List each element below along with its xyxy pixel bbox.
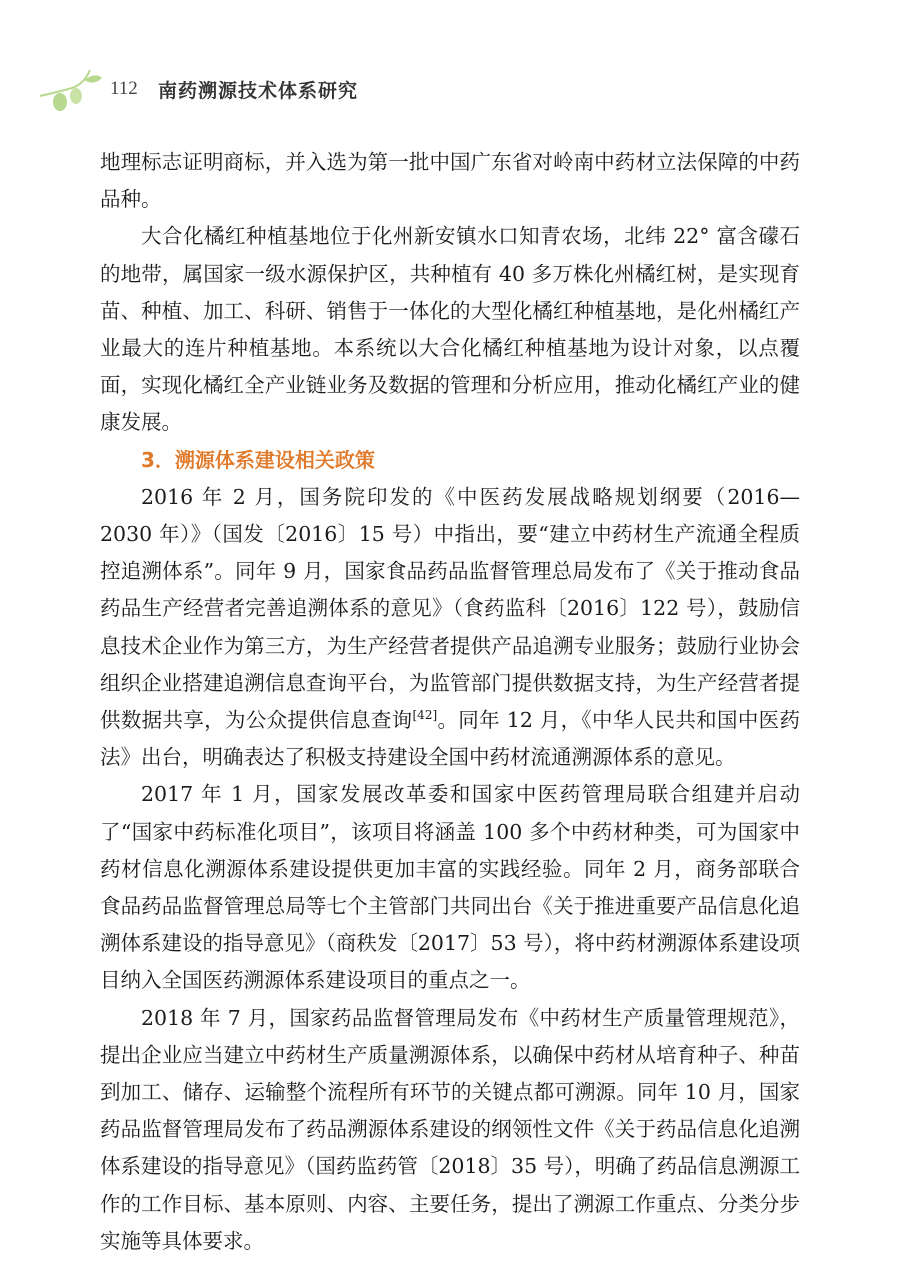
paragraph-policy-2018: 2018 年 7 月，国家药品监督管理局发布《中药材生产质量管理规范》，提出企业应当建立中药材生产质量溯源体系，以确保中药材从培育种子、种苗到加工、储存、运输整个流程所有环节的关键点都可溯源。同年 10 月，国家药品监督管理局发布了药品溯源体系建设的纲领性文件《关于药品信息化追溯体系建设的指导意见》（国药监药管〔2018〕35 号），明确了药品信息溯源工作的工作目标、基本原则、内容、主要任务，提出了溯源工作重点、分类分步实施等具体要求。 bbox=[100, 1005, 800, 1253]
paragraph-base-description: 大合化橘红种植基地位于化州新安镇水口知青农场，北纬 22° 富含礞石的地带，属国家一级水源保护区，共种植有 40 多万株化州橘红树，是实现育苗、种植、加工、科研、销售于一体化的大型化橘红种植基地，是化州橘红产业最大的连片种植基地。本系统以大合化橘红种植基地为设计对象，以点覆面，实现化橘红全产业链业务及数据的管理和分析应用，推动化橘红产业的健康发展。 bbox=[100, 224, 800, 435]
citation-ref: [42] bbox=[412, 708, 438, 723]
paragraph-policy-2017: 2017 年 1 月，国家发展改革委和国家中医药管理局联合组建并启动了“国家中药标准化项目”，该项目将涵盖 100 多个中药材种类，可为国家中药材信息化溯源体系建设提供更加丰富的实践经验。同年 2 月，商务部联合食品药品监督管理总局等七个主管部门共同出台《关于推进重要产品信息化追溯体系建设的指导意见》（商秩发〔2017〕53 号），将中药材溯源体系建设项目纳入全国医药溯源体系建设项目的重点之一。 bbox=[100, 782, 800, 993]
book-title: 南药溯源技术体系研究 bbox=[158, 80, 359, 102]
paragraph-text: 2016 年 2 月，国务院印发的《中医药发展战略规划纲要（2016—2030 年）》（国发〔2016〕15 号）中指出，要“建立中药材生产流通全程质控追溯体系”。同年 9 月，国家食品药品监督管理总局发布了《关于推动食品药品生产经营者完善追溯体系的意见》（食药监科〔2016〕122 号），鼓励信息技术企业作为第三方，为生产经营者提供产品追溯专业服务；鼓励行业协会组织企业搭建追溯信息查询平台，为监管部门提供数据支持，为生产经营者提供数据共享，为公众提供信息查询 bbox=[100, 484, 800, 733]
paragraph-text: 。同年 12 月，《中华人民共和国中医药法》出台，明确表达了积极支持建设全国中药材流通溯源体系的意见。 bbox=[100, 708, 800, 770]
paragraph-continued: 地理标志证明商标，并入选为第一批中国广东省对岭南中药材立法保障的中药品种。 bbox=[100, 150, 800, 212]
leaf-branch-icon bbox=[38, 62, 108, 112]
page-number: 112 bbox=[110, 78, 138, 99]
section-heading: 3．溯源体系建设相关政策 bbox=[141, 447, 375, 472]
running-header bbox=[38, 62, 538, 112]
paragraph-policy-2016 bbox=[100, 479, 800, 777]
page-body bbox=[100, 144, 800, 1260]
